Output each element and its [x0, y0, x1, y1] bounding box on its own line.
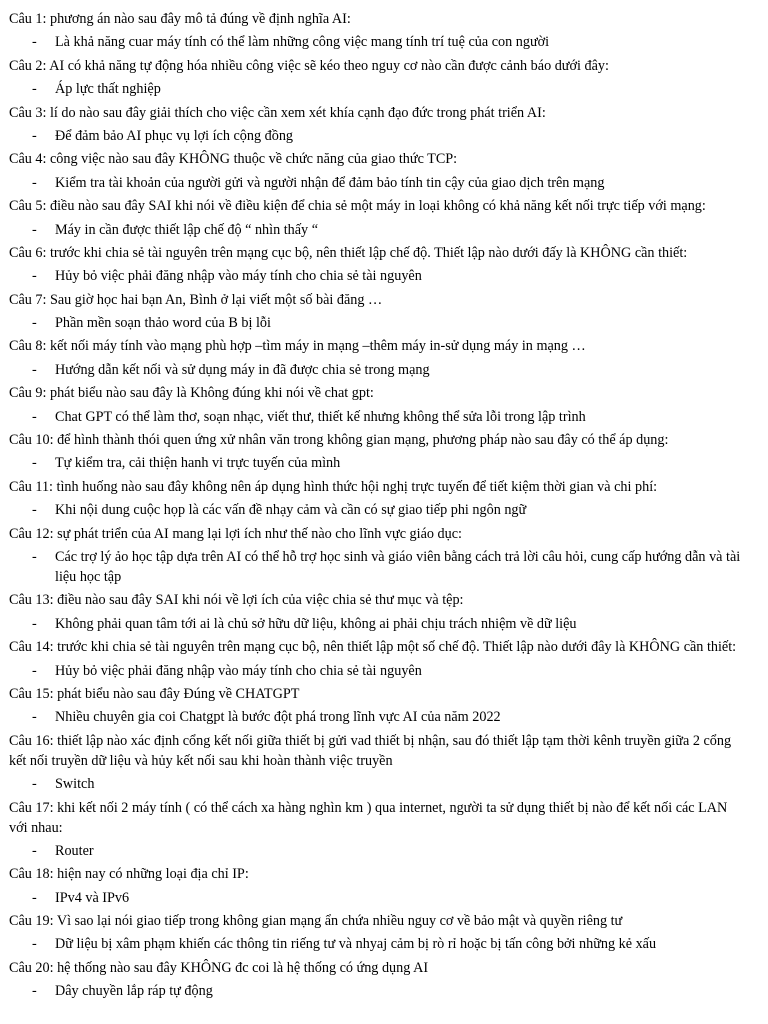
answer-8 [9, 360, 748, 380]
answer-text: Switch [55, 776, 95, 793]
question-16: Câu 16: thiết lập nào xác định cổng kết nối giữa thiết bị gửi vad thiết bị nhận, sau đó thiết lập tạm thời kênh truyền giữa 2 cổng kết nối truyền dữ liệu và hủy kết nối sau khi hoàn thành việc truyền [9, 732, 732, 769]
bullet-dash: - [32, 455, 37, 472]
question-4: Câu 4: công việc nào sau đây KHÔNG thuộc về chức năng của giao thức TCP: [9, 151, 458, 168]
question-20: Câu 20: hệ thống nào sau đây KHÔNG đc coi là hệ thống có ứng dụng AI [9, 959, 429, 976]
answer-text: Máy in cần được thiết lập chế độ “ nhìn thấy “ [55, 221, 318, 238]
answer-6 [9, 266, 748, 286]
question-1: Câu 1: phương án nào sau đây mô tả đúng về định nghĩa AI: [9, 11, 351, 27]
answer-text: Dây chuyền lắp ráp tự động [55, 983, 213, 1000]
question-10: Câu 10: để hình thành thói quen ứng xử nhân văn trong không gian mạng, phương pháp nào sau đây có thể áp dụng: [9, 432, 669, 449]
question-11: Câu 11: tình huống nào sau đây không nên áp dụng hình thức hội nghị trực tuyến để tiết kiệm thời gian và chi phí: [9, 478, 658, 495]
answer-18 [9, 888, 748, 908]
answer-7 [9, 313, 748, 333]
bullet-dash: - [32, 983, 37, 1000]
answer-17 [9, 841, 748, 861]
question-5: Câu 5: điều nào sau đây SAI khi nói về điều kiện để chia sẻ một máy in loại không có khả năng kết nối trực tiếp với mạng: [9, 198, 706, 215]
bullet-dash: - [32, 502, 37, 519]
answer-text: Tự kiểm tra, cải thiện hanh vi trực tuyến của mình [55, 455, 341, 472]
answer-9 [9, 407, 748, 427]
answer-text: Hủy bỏ việc phải đăng nhập vào máy tính cho chia sẻ tài nguyên [55, 268, 422, 285]
question-7: Câu 7: Sau giờ học hai bạn An, Bình ở lại viết một số bài đăng … [9, 291, 383, 308]
bullet-dash: - [32, 936, 37, 953]
answer-2 [9, 79, 748, 99]
answer-19 [9, 934, 748, 954]
question-19: Câu 19: Vì sao lại nói giao tiếp trong không gian mạng ẩn chứa nhiều nguy cơ về bảo mật và quyền riêng tư [9, 913, 623, 930]
answer-3 [9, 126, 748, 146]
bullet-dash: - [32, 889, 37, 906]
question-6: Câu 6: trước khi chia sẻ tài nguyên trên mạng cục bộ, nên thiết lập chế độ. Thiết lập nào dưới đấy là KHÔNG cần thiết: [9, 244, 688, 261]
answer-text: Hướng dẫn kết nối và sử dụng máy in đã được chia sẻ trong mạng [55, 361, 430, 378]
question-14: Câu 14: trước khi chia sẻ tài nguyên trên mạng cục bộ, nên thiết lập một số chế độ. Thiết lập nào dưới đây là KHÔNG cần thiết: [9, 639, 737, 656]
question-2: Câu 2: AI có khả năng tự động hóa nhiều công việc sẽ kéo theo nguy cơ nào cần được cảnh báo dưới đây: [9, 57, 609, 74]
answer-text: Để đảm bảo AI phục vụ lợi ích cộng đồng [55, 127, 294, 144]
question-18: Câu 18: hiện nay có những loại địa chỉ IP: [9, 866, 249, 883]
bullet-dash: - [32, 615, 37, 632]
answer-text: Hủy bỏ việc phải đăng nhập vào máy tính cho chia sẻ tài nguyên [55, 662, 422, 679]
question-9: Câu 9: phát biểu nào sau đây là Không đúng khi nói về chat gpt: [9, 385, 374, 402]
question-12: Câu 12: sự phát triển của AI mang lại lợi ích như thế nào cho lĩnh vực giáo dục: [9, 525, 462, 542]
bullet-dash: - [32, 268, 37, 285]
answer-text: Chat GPT có thể làm thơ, soạn nhạc, viết thư, thiết kế nhưng không thể sửa lỗi trong lập trình [55, 408, 586, 425]
question-3: Câu 3: lí do nào sau đây giải thích cho việc cần xem xét khía cạnh đạo đức trong phát triển AI: [9, 104, 546, 121]
answer-text: Nhiều chuyên gia coi Chatgpt là bước đột phá trong lĩnh vực AI của năm 2022 [55, 709, 501, 726]
bullet-dash: - [32, 548, 37, 565]
answer-text: Kiểm tra tài khoản của người gửi và người nhận để đảm bảo tính tin cậy của giao dịch trên mạng [55, 174, 605, 191]
question-17: Câu 17: khi kết nối 2 máy tính ( có thể cách xa hàng nghìn km ) qua internet, người ta sử dụng thiết bị nào để kết nối các LAN với nhau: [9, 799, 728, 836]
bullet-dash: - [32, 127, 37, 144]
answer-text: Router [55, 842, 94, 859]
bullet-dash: - [32, 361, 37, 378]
answer-1 [9, 32, 748, 52]
bullet-dash: - [32, 408, 37, 425]
bullet-dash: - [32, 221, 37, 238]
answer-10 [9, 453, 748, 473]
bullet-dash: - [32, 34, 37, 51]
answer-text: Các trợ lý ảo học tập dựa trên AI có thể hỗ trợ học sinh và giáo viên bằng cách trả lời câu hỏi, cung cấp hướng dẫn và tài liệu học tập [55, 548, 741, 585]
answer-text: Phần mền soạn thảo word của B bị lỗi [55, 315, 271, 332]
question-8: Câu 8: kết nối máy tính vào mạng phù hợp –tìm máy in mạng –thêm máy in-sử dụng máy in mạng … [9, 338, 586, 355]
bullet-dash: - [32, 174, 37, 191]
answer-5 [9, 220, 748, 240]
question-13: Câu 13: điều nào sau đây SAI khi nói về lợi ích của việc chia sẻ thư mục và tệp: [9, 592, 464, 609]
answer-text: Không phải quan tâm tới ai là chủ sở hữu dữ liệu, không ai phải chịu trách nhiệm về dữ liệu [55, 615, 577, 632]
question-15: Câu 15: phát biểu nào sau đây Đúng về CHATGPT [9, 685, 300, 702]
answer-13 [9, 614, 748, 634]
answer-20 [9, 981, 748, 1001]
bullet-dash: - [32, 842, 37, 859]
answer-text: Áp lực thất nghiệp [55, 81, 161, 98]
bullet-dash: - [32, 709, 37, 726]
answer-16 [9, 774, 748, 794]
answer-11 [9, 500, 748, 520]
answer-15 [9, 707, 748, 727]
bullet-dash: - [32, 81, 37, 98]
bullet-dash: - [32, 776, 37, 793]
answer-text: Là khả năng cuar máy tính có thể làm những công việc mang tính trí tuệ của con người [55, 34, 550, 51]
bullet-dash: - [32, 315, 37, 332]
answer-4 [9, 173, 748, 193]
answer-text: Khi nội dung cuộc họp là các vấn đề nhạy cảm và cần có sự giao tiếp phi ngôn ngữ [55, 502, 527, 519]
answer-12 [9, 547, 748, 587]
answer-text: IPv4 và IPv6 [55, 889, 130, 906]
bullet-dash: - [32, 662, 37, 679]
answer-text: Dữ liệu bị xâm phạm khiến các thông tin riếng tư và nhyaj cảm bị rò rỉ hoặc bị tấn công bởi những kẻ xấu [55, 936, 657, 953]
answer-14 [9, 661, 748, 681]
